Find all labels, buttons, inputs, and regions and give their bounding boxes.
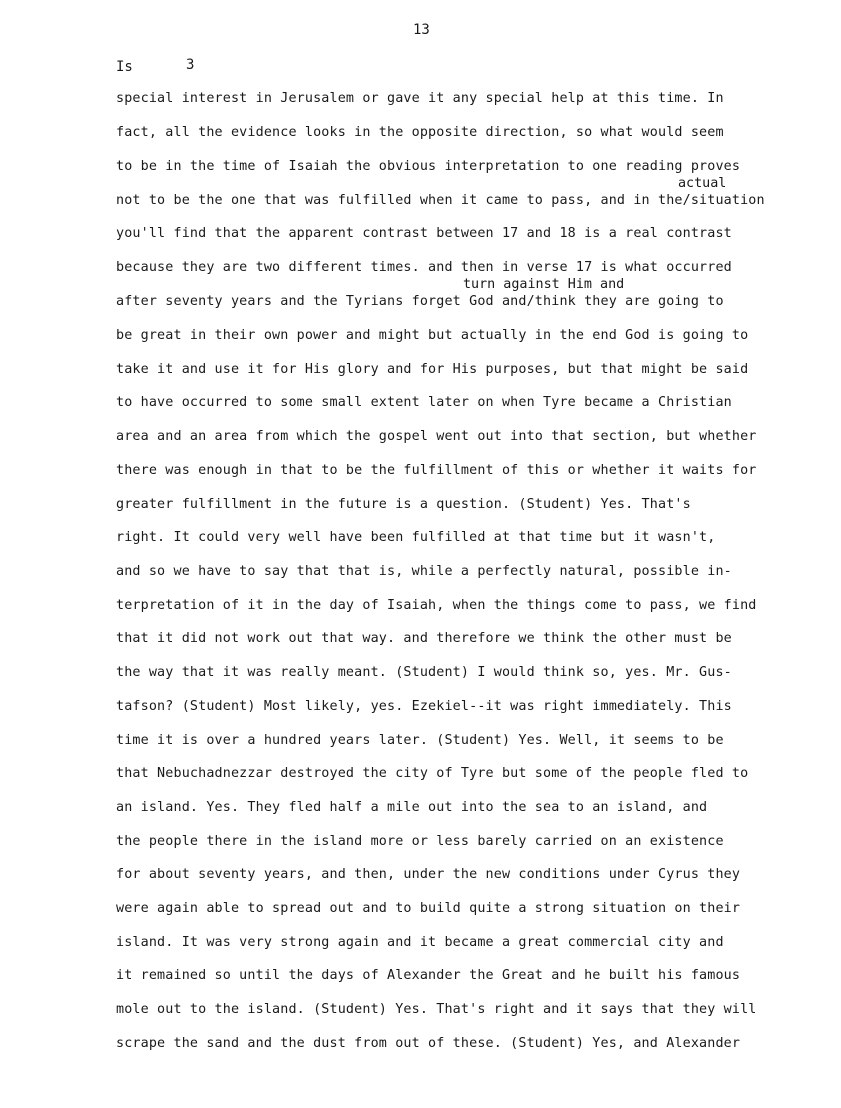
text-line: for about seventy years, and then, under the new conditions under Cyrus they (116, 867, 741, 882)
text-line: because they are two different times. and then in verse 17 is what occurred (116, 260, 732, 275)
text-line: greater fulfillment in the future is a question. (Student) Yes. That's (116, 497, 691, 512)
text-line: island. It was very strong again and it became a great commercial city and (116, 935, 724, 950)
text-line: fact, all the evidence looks in the opposite direction, so what would seem (116, 125, 724, 140)
text-line: area and an area from which the gospel went out into that section, but whether (116, 429, 757, 444)
text-line: not to be the one that was fulfilled when it came to pass, and in the/situation (116, 193, 765, 208)
text-line: after seventy years and the Tyrians forget God and/think they are going to (116, 294, 724, 309)
text-line: tafson? (Student) Most likely, yes. Ezekiel--it was right immediately. This (116, 699, 732, 714)
text-line: be great in their own power and might but actually in the end God is going to (116, 328, 749, 343)
text-line: to have occurred to some small extent later on when Tyre became a Christian (116, 395, 732, 410)
text-line: there was enough in that to be the fulfillment of this or whether it waits for (116, 463, 757, 478)
text-line: it remained so until the days of Alexander the Great and he built his famous (116, 968, 741, 983)
text-line: time it is over a hundred years later. (Student) Yes. Well, it seems to be (116, 733, 724, 748)
text-line: that Nebuchadnezzar destroyed the city of Tyre but some of the people fled to (116, 766, 749, 781)
text-line: you'll find that the apparent contrast between 17 and 18 is a real contrast (116, 226, 732, 241)
text-line: the people there in the island more or less barely carried on an existence (116, 834, 724, 849)
page-number: 13 (413, 22, 430, 38)
reference-chapter: 3 (186, 57, 195, 73)
text-line: an island. Yes. They fled half a mile out into the sea to an island, and (116, 800, 708, 815)
text-line: that it did not work out that way. and therefore we think the other must be (116, 631, 732, 646)
interlinear-insertion: actual (678, 176, 727, 191)
interlinear-insertion: turn against Him and (463, 277, 625, 292)
text-line: right. It could very well have been fulfilled at that time but it wasn't, (116, 530, 716, 545)
text-line: and so we have to say that that is, while a perfectly natural, possible in- (116, 564, 732, 579)
reference-book: Is (116, 59, 133, 75)
text-line: to be in the time of Isaiah the obvious interpretation to one reading proves (116, 159, 741, 174)
text-line: special interest in Jerusalem or gave it any special help at this time. In (116, 91, 724, 106)
text-line: the way that it was really meant. (Student) I would think so, yes. Mr. Gus- (116, 665, 732, 680)
text-line: mole out to the island. (Student) Yes. That's right and it says that they will (116, 1002, 757, 1017)
text-line: scrape the sand and the dust from out of these. (Student) Yes, and Alexander (116, 1036, 741, 1051)
text-line: were again able to spread out and to build quite a strong situation on their (116, 901, 741, 916)
text-line: terpretation of it in the day of Isaiah, when the things come to pass, we find (116, 598, 757, 613)
text-line: take it and use it for His glory and for His purposes, but that might be said (116, 362, 749, 377)
